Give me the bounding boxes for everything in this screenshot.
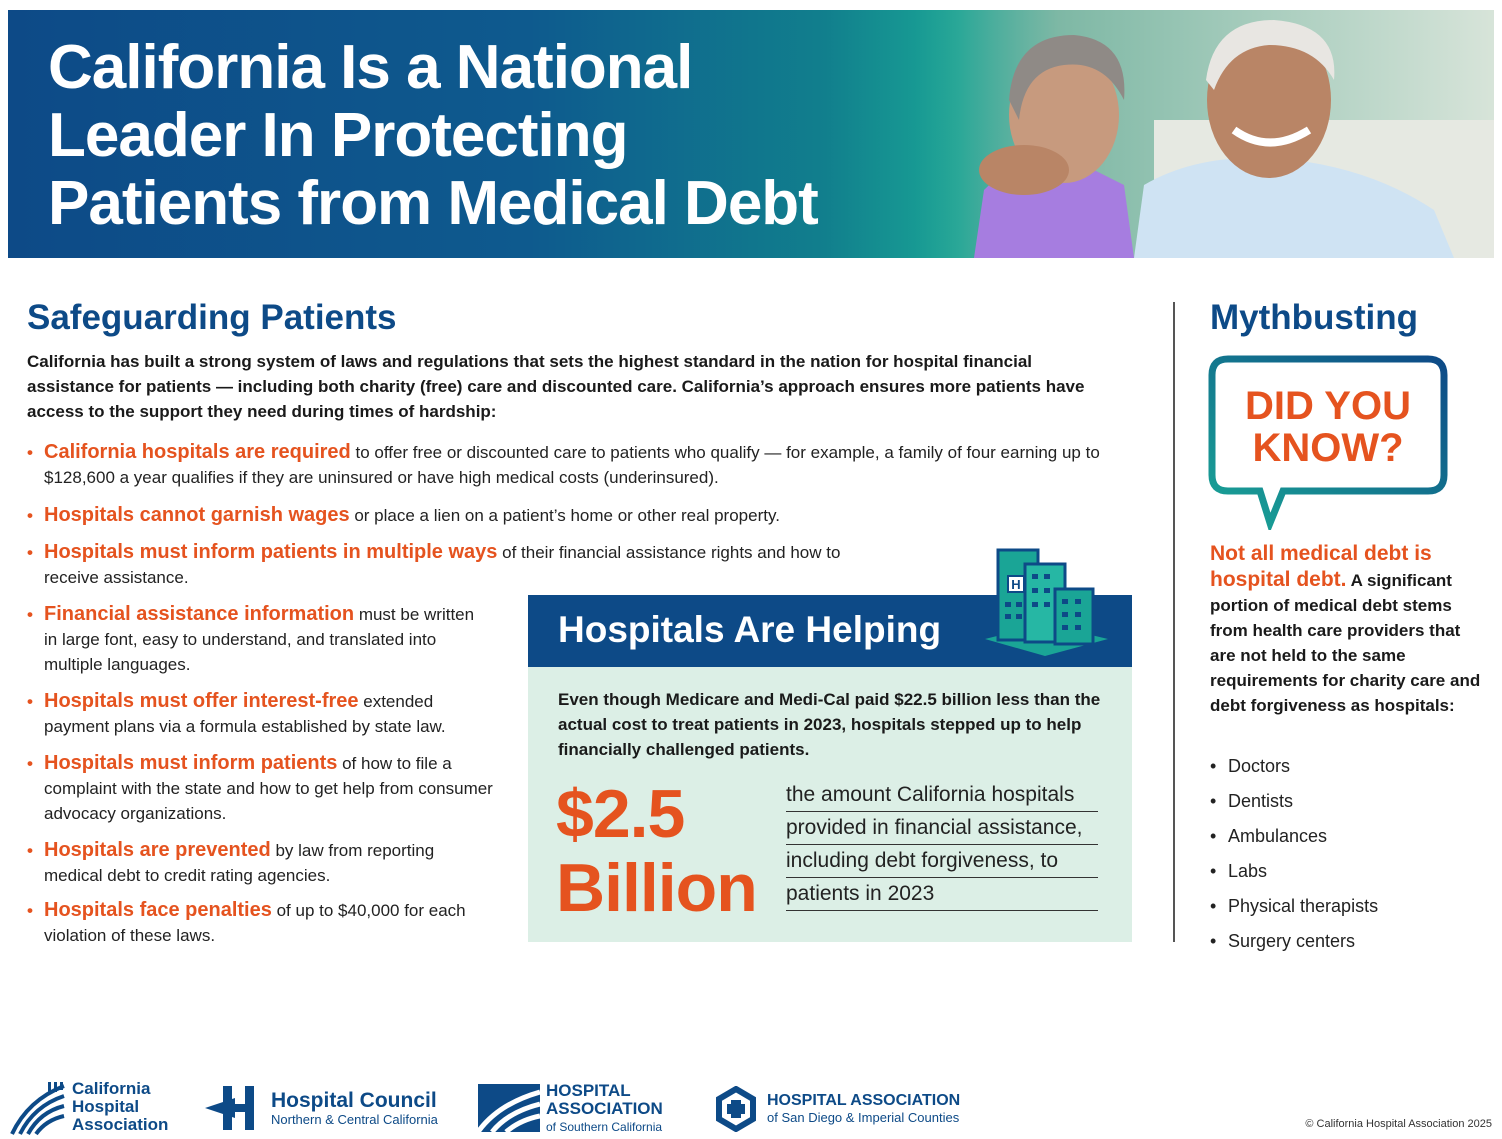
bullet-dot: • — [1210, 826, 1217, 846]
list-item-label: Ambulances — [1228, 826, 1328, 846]
hasc-line-2: ASSOCIATION — [546, 1099, 663, 1118]
column-divider — [1173, 302, 1175, 942]
cha-line-1: California — [72, 1079, 151, 1098]
couple-photo — [914, 10, 1494, 258]
amount-desc-line: provided in financial assistance, — [786, 812, 1098, 845]
list-item — [1210, 854, 1378, 889]
helping-body: Even though Medicare and Medi-Cal paid $22.5 billion less than the actual cost to treat patients in 2023, hospitals stepped up to help financially challenged patients. — [558, 690, 1101, 759]
bullet-dot: • — [27, 506, 33, 525]
amount-description — [786, 779, 1098, 911]
bullet-highlight: Hospitals cannot garnish wages — [44, 504, 350, 526]
amount-line-1: $2.5 — [556, 776, 685, 852]
list-item — [1210, 784, 1378, 819]
cha-logo — [8, 1080, 178, 1136]
hasdic-mark-icon — [713, 1086, 759, 1132]
hasc-line-3: of Southern California — [546, 1120, 663, 1134]
bullet-dot: • — [1210, 791, 1217, 811]
safeguarding-heading: Safeguarding Patients — [27, 298, 397, 337]
safeguarding-intro: California has built a strong system of laws and regulations that sets the highest standard in the nation for hospital financial assistance for patients — including both charity (free) care and discounted care. California’s approach ensures more patients have access to the support they need during times of hardship: — [27, 352, 1085, 421]
copyright: © California Hospital Association 2025 — [1305, 1118, 1492, 1130]
bullet-highlight: Hospitals face penalties — [44, 899, 272, 921]
myth-text: A significant portion of medical debt stems from health care providers that are not held to the same requirements for charity care and debt forgiveness as hospitals: — [1210, 571, 1481, 715]
header-banner — [8, 10, 1494, 258]
list-item — [27, 440, 1107, 490]
list-item-label: Dentists — [1228, 791, 1294, 811]
hasc-mark-icon — [478, 1084, 540, 1132]
mythbusting-heading: Mythbusting — [1210, 298, 1419, 337]
hc-line-2: Northern & Central California — [271, 1112, 438, 1127]
hasdic-line-1: HOSPITAL ASSOCIATION — [767, 1092, 961, 1109]
bullet-text: by law from reporting medical debt to credit rating agencies. — [44, 841, 435, 885]
list-item — [27, 503, 1107, 528]
title-line-3: Patients from Medical Debt — [48, 169, 818, 238]
list-item — [1210, 924, 1378, 959]
bullet-dot: • — [27, 543, 33, 562]
helping-title: Hospitals Are Helping — [558, 609, 942, 650]
bullet-highlight: Hospitals must offer interest-free — [44, 690, 359, 712]
list-item-label: Physical therapists — [1228, 896, 1379, 916]
list-item — [1210, 889, 1378, 924]
amount-desc-line: including debt forgiveness, to — [786, 845, 1098, 878]
list-item — [27, 898, 487, 948]
bullet-dot: • — [27, 692, 33, 711]
cha-mark-icon — [8, 1080, 66, 1136]
list-item — [27, 838, 497, 888]
bullet-highlight: California hospitals are required — [44, 441, 351, 463]
list-item — [27, 751, 497, 826]
myth-highlight: Not all medical debt is hospital debt. — [1210, 542, 1432, 591]
hc-mark-icon — [205, 1084, 265, 1132]
list-item-label: Labs — [1228, 861, 1268, 881]
hasc-logo — [478, 1080, 678, 1136]
bullet-dot: • — [27, 605, 33, 624]
bullet-text: or place a lien on a patient’s home or other real property. — [349, 506, 780, 525]
bullet-dot: • — [27, 443, 33, 462]
cha-line-3: Association — [72, 1115, 169, 1134]
did-you-know — [1208, 385, 1448, 469]
bullet-dot: • — [27, 841, 33, 860]
bubble-line-1: DID YOU — [1245, 384, 1411, 428]
building-letter: H — [1011, 577, 1021, 592]
bubble-line-2: KNOW? — [1252, 426, 1404, 470]
list-item — [1210, 749, 1378, 784]
myth-lead — [1210, 541, 1490, 718]
hasdic-logo — [713, 1080, 983, 1136]
bullet-dot: • — [1210, 861, 1217, 881]
amount-figure — [556, 777, 757, 925]
bullet-dot: • — [1210, 756, 1217, 776]
bullet-text: must be written in large font, easy to understand, and translated into multiple languages. — [44, 605, 475, 674]
bullet-highlight: Hospitals must inform patients — [44, 752, 338, 774]
list-item — [1210, 819, 1378, 854]
list-item — [27, 689, 497, 739]
bullet-text: to offer free or discounted care to patients who qualify — for example, a family of four earning up to $128,600 a year qualifies if they are uninsured or have high medical costs (underinsured). — [44, 443, 1100, 487]
amount-line-2: Billion — [556, 850, 757, 926]
bullet-text: of how to file a complaint with the state and how to get help from consumer advocacy organizations. — [44, 754, 493, 823]
provider-list — [1210, 749, 1378, 959]
list-item-label: Surgery centers — [1228, 931, 1356, 951]
title-line-2: Leader In Protecting — [48, 101, 628, 170]
bullet-dot: • — [1210, 931, 1217, 951]
bullet-highlight: Hospitals must inform patients in multiple ways — [44, 541, 498, 563]
cha-line-2: Hospital — [72, 1097, 140, 1116]
amount-desc-line: patients in 2023 — [786, 878, 1098, 911]
bullet-text: of up to $40,000 for each violation of these laws. — [44, 901, 466, 945]
hospital-council-logo — [205, 1080, 445, 1136]
amount-desc-line: the amount California hospitals — [786, 779, 1098, 812]
bullet-text: extended payment plans via a formula established by state law. — [44, 692, 446, 736]
title-line-1: California Is a National — [48, 33, 693, 102]
bullet-highlight: Hospitals are prevented — [44, 839, 271, 861]
bullet-text: of their financial assistance rights and how to receive assistance. — [44, 543, 841, 587]
list-item — [27, 602, 477, 677]
bullet-dot: • — [27, 901, 33, 920]
list-item-label: Doctors — [1228, 756, 1291, 776]
bullet-dot: • — [27, 754, 33, 773]
helping-panel — [528, 667, 1132, 942]
hasc-line-1: HOSPITAL — [546, 1081, 631, 1100]
hc-line-1: Hospital Council — [271, 1089, 437, 1112]
hasdic-line-2: of San Diego & Imperial Counties — [767, 1110, 960, 1125]
bullet-dot: • — [1210, 896, 1217, 916]
list-item — [27, 540, 877, 590]
page-title — [48, 34, 928, 238]
bullet-highlight: Financial assistance information — [44, 603, 355, 625]
hospital-building-icon — [980, 544, 1110, 656]
